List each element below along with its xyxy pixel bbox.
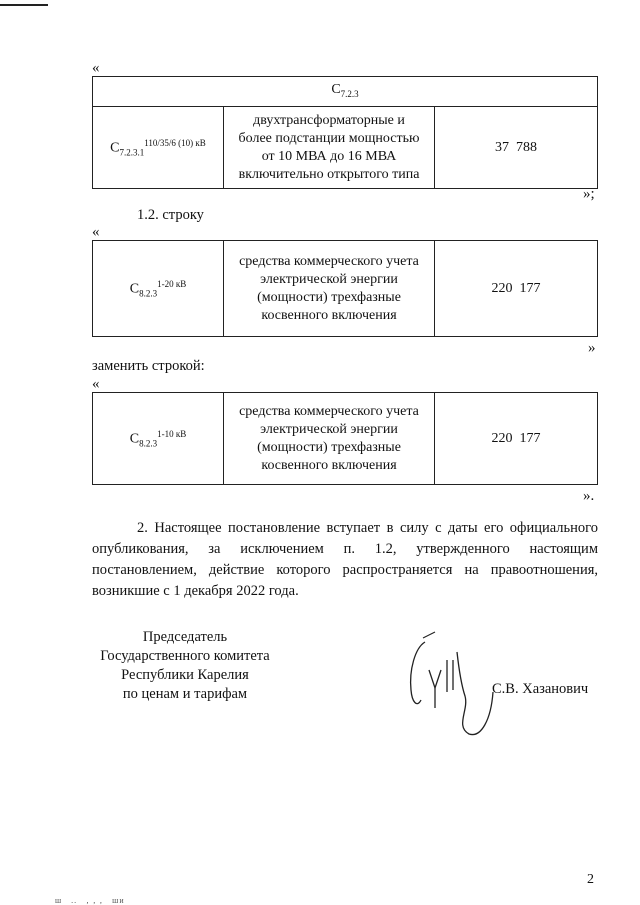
open-quote: « [92,224,100,240]
code-sub: 7.2.3.1 [119,147,145,158]
table-description-cell [224,393,435,485]
description-line: электрической энергии [260,271,398,287]
table-header [93,77,598,107]
table-description-cell [224,241,435,337]
signatory-name: С.В. Хазанович [492,681,589,697]
description-line: средства коммерческого учета [239,253,419,269]
signatory-title-line: Председатель [142,629,228,645]
code-sup: 110/35/6 (10) кВ [144,137,206,148]
tariff-table-1 [92,76,598,189]
table-value-cell: 37 788 [435,107,598,189]
description-line: средства коммерческого учета [239,403,419,419]
description-line: (мощности) трехфазные [257,439,401,455]
replace-label: заменить строкой: [92,358,205,374]
description-line: двухтрансформаторные и [253,112,405,128]
code-letter: C [129,281,140,297]
code-letter: C [129,431,140,447]
header-code: C [331,81,341,97]
table-description-cell [224,107,435,189]
code-letter: C [110,140,120,156]
description-line: включительно открытого типа [238,166,420,182]
tariff-table-2 [92,240,598,337]
table-value-cell: 220 177 [435,393,598,485]
description-line: более подстанции мощностью [238,130,420,146]
table-code-cell [93,241,224,337]
code-sup: 1-10 кВ [157,428,187,439]
scan-edge-line [0,4,48,6]
close-quote: » [588,340,596,356]
signatory-title [80,628,290,704]
handwritten-signature [395,630,505,740]
table-code-cell [93,107,224,189]
description-line: от 10 МВА до 16 МВА [261,148,397,164]
code-sub: 8.2.3 [139,438,158,449]
signatory-title-line: по ценам и тарифам [122,686,248,702]
description-line: косвенного включения [261,457,397,473]
table-code-cell [93,393,224,485]
description-line: электрической энергии [260,421,398,437]
paragraph-2: 2. Настоящее постановление вступает в силу с даты его официального опубликования, за исключением п. 1.2, утвержденного настоящим постановлением, действие которого распространяется на правоотношения, возникшие с 1 декабря 2022 года. [92,520,598,599]
scan-marks: ш .. ‚ ‚ ‚ ши [55,896,125,905]
code-sup: 1-20 кВ [157,278,187,289]
close-quote: »; [583,186,595,202]
signatory-title-line: Государственного комитета [100,648,270,664]
signatory-title-line: Республики Карелия [121,667,249,683]
open-quote: « [92,376,100,392]
tariff-table-3 [92,392,598,485]
description-line: косвенного включения [261,307,397,323]
table-value-cell: 220 177 [435,241,598,337]
item-1-2-label: 1.2. строку [137,207,204,223]
page-number: 2 [587,872,594,887]
open-quote: « [92,60,100,76]
close-quote: ». [583,488,595,504]
code-sub: 8.2.3 [139,288,158,299]
header-code-sub: 7.2.3 [340,88,359,99]
description-line: (мощности) трехфазные [257,289,401,305]
